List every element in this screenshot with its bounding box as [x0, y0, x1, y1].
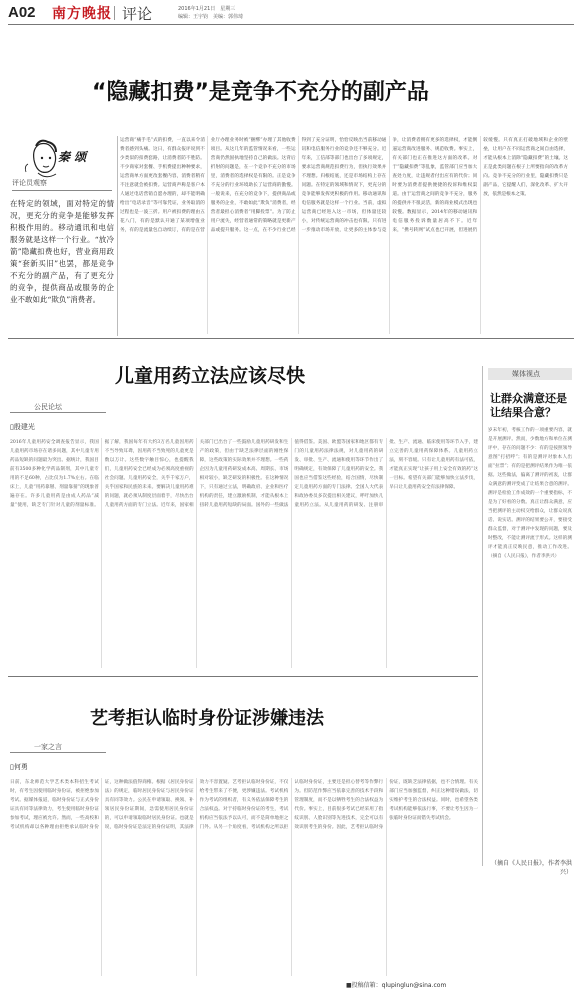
tag-underline: [12, 190, 112, 191]
author-byline-exam: ▯何勇: [10, 763, 28, 771]
sidebar-label: 媒体视点: [512, 370, 540, 378]
article-body-child-medicine: 2016年儿童用药安全调查报告显示，我国儿童用药市场存在诸多问题，其中儿童专用药品短缺的问题最为突出。据统计，我国目前有3500多种化学药品制剂，其中儿童专用的不足60种，占比仅为1.7%左右。在临床上，儿童“用药靠掰、剂量靠猜”的现象普遍存在。许多儿童用药是由成人药品“减量”使用，缺乏专门针对儿童的剂量标准。据了解，我国每年有大约3万名儿童因用药不当导致耳聋，因用药不当致死的儿童更是数以万计。这些数字触目惊心，也提醒我们，儿童用药安全已经成为必须高度重视的社会问题。儿童用药安全，关乎千家万户，关乎国家和民族的未来。要解决儿童用药难的问题，就必须从制度层面着手，尽快出台儿童用药方面的专门立法。近年来，国家相关部门已出台了一些鼓励儿童用药研发和生产的政策，但由于缺乏法律层面的刚性保障，这些政策的实际效果并不理想。一些药企因为儿童用药研发成本高、周期长、市场相对较小，缺乏研发的积极性。在这种情况下，只有通过立法，明确政府、企业和医疗机构的责任，建立激励机制，才能从根本上扭转儿童用药短缺的局面。国外的一些做法值得借鉴。美国、欧盟等国家和地区都有专门的儿童用药法律法规，对儿童用药的研发、审批、生产、流通和使用等环节作出了明确规定，有效保障了儿童用药的安全。我国也应当借鉴这些经验，结合国情，尽快制定儿童用药方面的专门法律。全国人大代表和政协委员多次提出相关建议，呼吁加快儿童用药立法。从儿童用药的研发、注册审批、生产、流通、临床使用等环节入手，建立完善的儿童用药保障体系。儿童用药立法，刻不容缓。只有让儿童用药有法可依，才能真正实现“让孩子用上安全有效的药”这一目标。希望有关部门能够加快立法步伐，早日让儿童用药安全有法律保障。: [10, 440, 478, 508]
column-tag-observer: 评论员观察: [12, 179, 47, 187]
page-code: A02: [8, 4, 36, 21]
headline-hidden-fee: “隐藏扣费”是竞争不充分的副产品: [92, 80, 429, 105]
sidebar-divider: [482, 366, 483, 866]
article-body-hidden-fee: 运营商“痛手毛”式的扣费，一直以来令消费者感到头痛。这日，有群众报评说到不少类似的扣费套路，让消费者防不胜防。不少商家对套餐、手机费提出种种要求，运营商单方面更改套餐内容，消费者稍有不注意就会被扣费。运营商声称是客户本人通过电话营销自愿办理的，却不能明确给出“电话录音”等可靠凭证，业务取消的过程也是一波三折。用户被扣费的理由五花八门，有的是默认开通了某项增值业务，有的是流量包自动续订，有的是在营业厅办理业务时被“捆绑”办理了其他收费项目。从这几年的监管情况来看，一些运营商仍然固执地坚持自己的做法。这背后折射的问题是，在一个竞争不充分的市场里，消费者的选择权是有限的。正是竞争不充分的行业环境助长了运营商的傲慢。一般说来，在充分的竞争下，提供商品或服务的企业，不敢如此“欺负”消费者，经营者最担心消费者“用脚投票”。为了防止用户流失，经营者通常的策略就是更新产品或提升服务。这一点，在不少行业已经得到了充分证明，恰恰反映出当前移动通讯和电信服务行业的竞争还不够充分。近年来，工信部等部门也出台了多项规定，要求运营商规范扣费行为，但执行效果并不理想。归根结底，还是市场结构上存在问题。在特定的领域和情况下，更充分的竞争能够发挥更积极的作用。移动通讯和电信服务就是这样一个行业。当前，虚拟运营商已经进入这一市场，但体量还较小，对传统运营商的冲击也有限。只有进一步推动市场开放，让更多的主体参与竞争，让消费者拥有更多的选择权，才能倒逼运营商改进服务、规范收费。事实上，有关部门也正在推进这方面的改革。对于“隐藏扣费”等乱象，监管部门应当加大查处力度，让违规者付出应有的代价；同时要为消费者提供便捷的投诉和维权渠道。由于运营商之间的竞争不充分，服务的提供并不很灵活，新的商业模式出现也较慢。数据显示，2014年的移动通讯和电信服务投诉数量居高不下。近年来，“携号转网”试点也已开展，但进展仍较缓慢。只有真正打破地域和企业的壁垒，让用户在不同运营商之间自由选择，才能从根本上消除“隐藏扣费”的土壤。这正是此类问题在根子上所要指向的改革方向。竞争不充分的行业里，隐藏扣费只是副产品，它提醒人们，深化改革、扩大开放，依然是根本之策。: [120, 138, 568, 233]
tag-underline: [10, 752, 106, 753]
headline-child-medicine: 儿童用药立法应该尽快: [115, 365, 306, 387]
column-tag-citizen-forum: 公民论坛: [34, 403, 62, 411]
sidebar-source: （摘自《人民日报》，作者李洪兴）: [490, 860, 572, 876]
author-byline-drug: ▯殷建光: [10, 423, 35, 431]
tag-underline: [10, 412, 106, 413]
submission-email: ■投稿信箱：qlupinglun@sina.com: [346, 982, 447, 989]
masthead-rule: [8, 24, 574, 25]
sidebar-body: 岁末年初，考核工作的一项重要内容，就是开展测评。然而，少数地方和单位在测评中，存在的问题不少：有的是按照领导意图“打招呼”；有的是测评对象本人出面“拉票”；有的是把测评结果作为唯一依据。这些做法，偏离了测评的初衷，让群众满意的测评变成了让结果合意的测评。测评是检验工作成效的一个重要指标，不是为了好看的分数。真正让群众满意，应当把测评的主动权交给群众，让群众说真话、说实话。测评的结果要公开，要接受群众监督，对于测评中发现的问题，要及时整改，不能让测评流于形式。这样的测评才能真正反映民意，推动工作改进。（摘自《人民日报》，作者李洪兴）: [488, 428, 572, 559]
section-title: 评论: [122, 5, 153, 23]
headline-art-exam: 艺考拒认临时身份证涉嫌违法: [90, 708, 324, 729]
author-name: 何勇: [13, 763, 28, 771]
sidebar-question: 让群众满意还是让结果合意？: [490, 392, 567, 419]
masthead-divider: [114, 6, 115, 20]
author-signature: 秦 颂: [58, 150, 87, 164]
editor-credits: 编辑：王宇钧 美编：郭伟琦: [178, 14, 244, 20]
section-rule-1: [8, 338, 574, 339]
article-body-art-exam: 日前，东北师范大学艺术类本科招生考试时，有考生因使用临时身份证，被拒绝参加考试。据媒体报道，临时身份证与正式身份证具有同等法律效力，考生使用临时身份证参加考试，理应被允许。然而，一些高校和考试机构却以各种理由拒绝承认临时身份证，这种做法值得商榷。根据《居民身份证法》的规定，临时居民身份证与居民身份证具有同等效力。公民在申请领取、换领、补领居民身份证期间，急需使用居民身份证的，可以申请领取临时居民身份证。也就是说，临时身份证是法定的身份证明，其法律效力不容置疑。艺考拒认临时身份证，不仅给考生带来了不便，更涉嫌违法。考试机构作为考试的组织者，有义务依法保障考生的合法权益。对于持临时身份证的考生，考试机构应当依法予以认可，而不是简单地拒之门外。从另一个角度看，考试机构之所以拒认临时身份证，主要还是担心替考等作弊行为。但防范作弊应当依靠完善的技术手段和管理制度，而不是以牺牲考生的合法权益为代价。事实上，目前很多考试已经采用了指纹识别、人脸识别等先进技术，完全可以有效识别考生的身份。因此，艺考拒认临时身份证，既缺乏法律依据，也不合情理。有关部门应当加强监督，纠正这种错误做法，切实维护考生的合法权益。同时，也希望各类考试机构能够依法行事，不要让考生因为一张临时身份证而错失考试机会。: [10, 780, 478, 830]
sidebar-label-bar: [488, 368, 572, 380]
newspaper-name: 南方晚报: [52, 6, 112, 22]
author-name: 殷建光: [13, 423, 35, 431]
column-divider: [117, 136, 118, 336]
section-rule-2: [8, 676, 478, 677]
issue-date: 2016年1月21日 星期三: [178, 6, 236, 12]
column-tag-opinion: 一家之言: [34, 743, 62, 751]
article-lead: 在特定的领域，面对特定的情况，更充分的竞争是能够发挥积极作用的。移动通讯和电信服务就是这样一个行业。“放冷箭”隐藏扣费也好，营业商用政策“套新买旧”也罢，都是竞争不充分的副产品，有了更充分的竞争，提供商品或服务的企业不敢如此“欺负”消费者。: [10, 199, 114, 304]
